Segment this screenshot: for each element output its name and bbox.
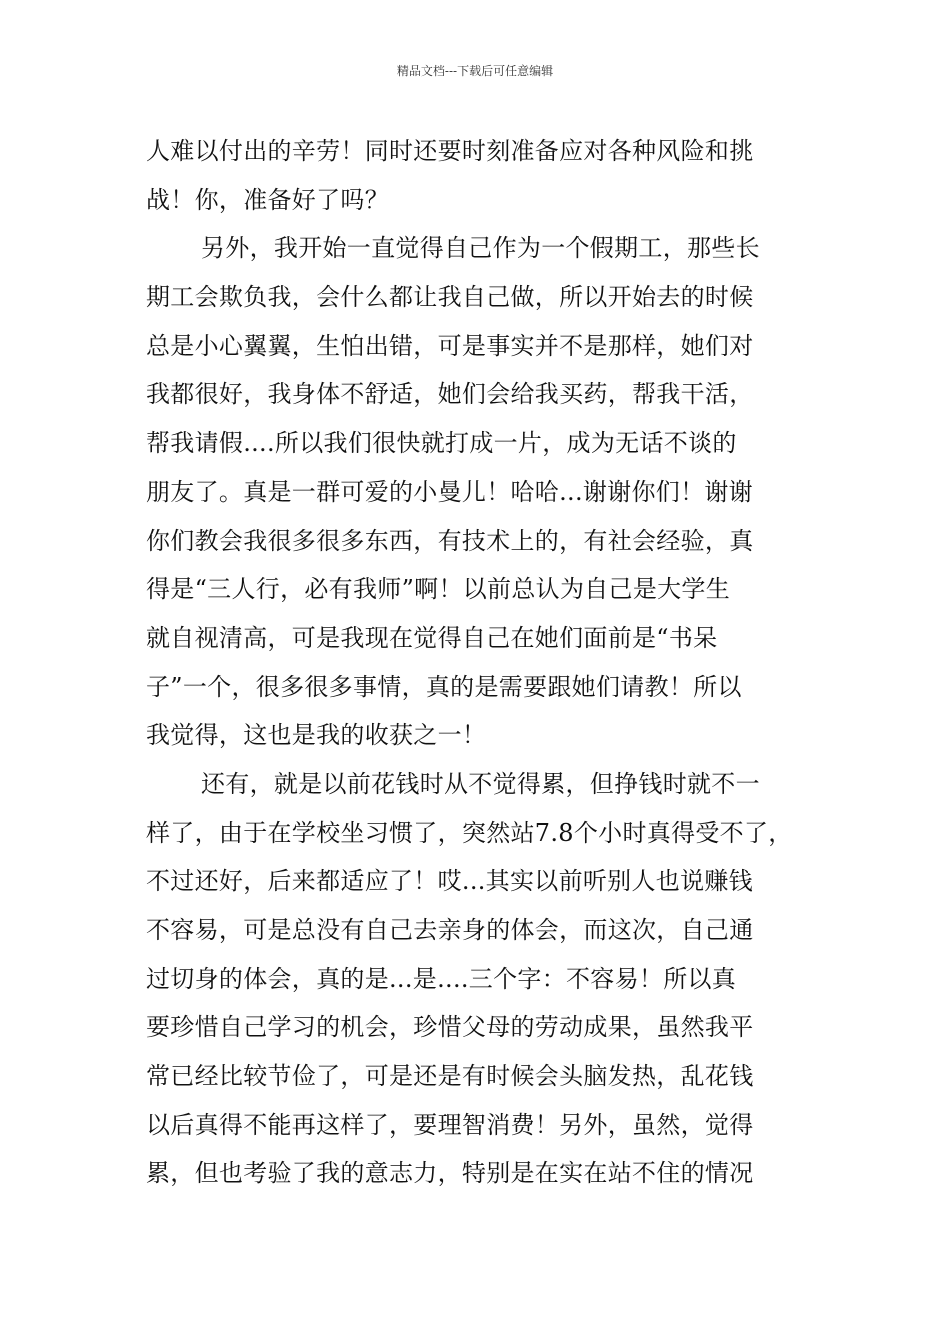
text-line: 总是小心翼翼，生怕出错，可是事实并不是那样，她们对 <box>146 331 754 360</box>
text-line: 常已经比较节俭了，可是还是有时候会头脑发热，乱花钱 <box>146 1062 754 1091</box>
body-text <box>146 127 826 1198</box>
text-line: 过切身的体会，真的是...是....三个字：不容易！所以真 <box>146 964 737 993</box>
paragraph-start-line: 另外，我开始一直觉得自己作为一个假期工，那些长 <box>201 234 760 263</box>
text-line: 子”一个，很多很多事情，真的是需要跟她们请教！所以 <box>146 672 742 701</box>
text-line: 要珍惜自己学习的机会，珍惜父母的劳动成果，虽然我平 <box>146 1013 754 1042</box>
text-line: 人难以付出的辛劳！同时还要时刻准备应对各种风险和挑 <box>146 137 754 165</box>
text-line: 不过还好，后来都适应了！哎...其实以前听别人也说赚钱 <box>146 867 753 896</box>
text-line: 累，但也考验了我的意志力，特别是在实在站不住的情况 <box>146 1159 754 1188</box>
text-line: 你们教会我很多很多东西，有技术上的，有社会经验，真 <box>146 526 754 555</box>
text-line: 不容易，可是总没有自己去亲身的体会，而这次，自己通 <box>146 916 754 944</box>
text-line: 战！你，准备好了吗？ <box>146 185 389 214</box>
text-line: 帮我请假....所以我们很快就打成一片，成为无话不谈的 <box>146 429 737 458</box>
text-line: 我觉得，这也是我的收获之一！ <box>146 721 487 750</box>
text-line: 以后真得不能再这样了，要理智消费！另外，虽然，觉得 <box>146 1110 754 1139</box>
text-line: 就自视清高，可是我现在觉得自己在她们面前是“书呆 <box>146 623 718 652</box>
text-line: 期工会欺负我，会什么都让我自己做，所以开始去的时候 <box>146 283 754 312</box>
text-line: 得是“三人行，必有我师”啊！以前总认为自己是大学生 <box>146 575 731 604</box>
page-header: 精品文档---下载后可任意编辑 <box>396 64 554 78</box>
text-line: 样了，由于在学校坐习惯了，突然站7.8个小时真得受不了， <box>146 818 793 847</box>
paragraph-start-line: 还有，就是以前花钱时从不觉得累，但挣钱时就不一 <box>201 769 760 798</box>
text-line: 我都很好，我身体不舒适，她们会给我买药，帮我干活， <box>146 380 754 409</box>
text-line: 朋友了。真是一群可爱的小曼儿！哈哈...谢谢你们！谢谢 <box>146 477 753 506</box>
